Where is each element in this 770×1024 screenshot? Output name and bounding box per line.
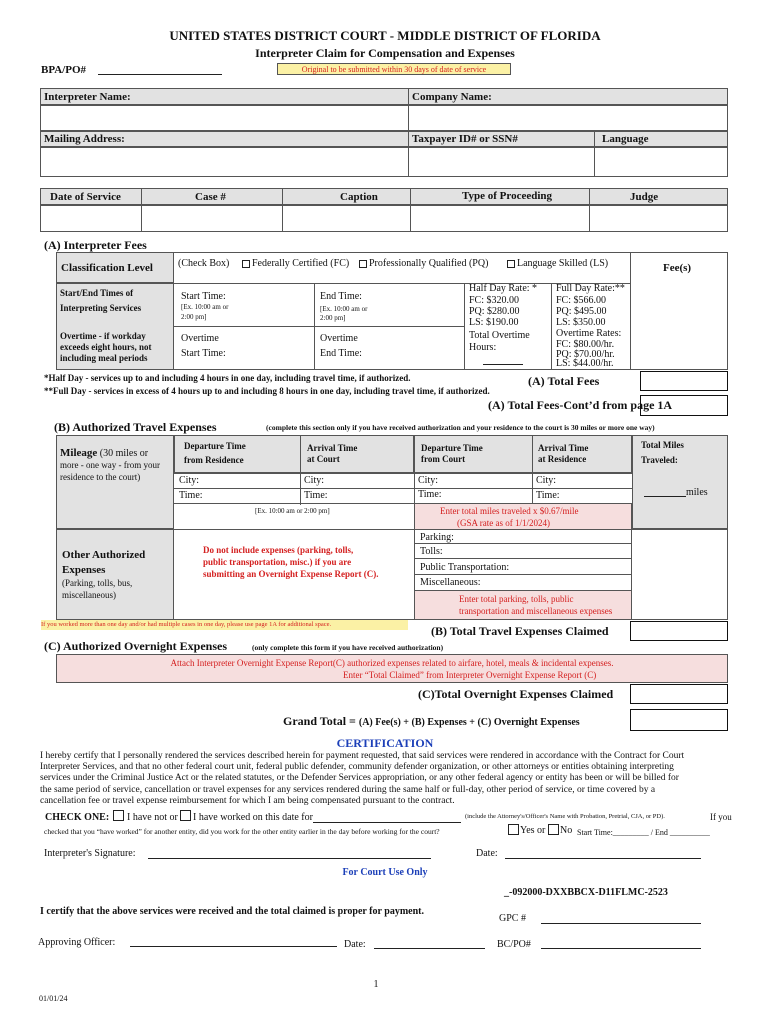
interpreter-name-label: Interpreter Name:: [44, 91, 131, 103]
half-day-note: *Half Day - services up to and including 4 hours in one day, including travel time, if authorized.: [44, 373, 411, 383]
travel-time-example: [Ex. 10:00 am or 2:00 pm]: [255, 507, 330, 515]
approving-date-label: Date:: [344, 939, 366, 950]
end-time-label: End Time:: [320, 291, 362, 302]
total-travel-label: (B) Total Travel Expenses Claimed: [431, 624, 609, 638]
certification-heading: CERTIFICATION: [336, 736, 434, 750]
overnight-attach-text-2: Enter “Total Claimed” from Interpreter Overnight Expense Report (C): [343, 670, 597, 680]
proceeding-label: Type of Proceeding: [462, 190, 553, 202]
travel-heading: (B) Authorized Travel Expenses: [54, 420, 217, 434]
miles-unit: miles: [686, 487, 708, 498]
start-time-example-1: [Ex. 10:00 am or: [181, 303, 229, 311]
grand-total-field[interactable]: [630, 709, 728, 731]
dep-court-label-2: from Court: [421, 454, 466, 464]
taxpayer-label: Taxpayer ID# or SSN#: [412, 133, 518, 145]
total-overtime-label: Total Overtime: [469, 330, 530, 341]
time-dep-court[interactable]: Time:: [418, 489, 442, 500]
total-travel-field[interactable]: [630, 621, 728, 641]
yes-label: Yes or: [520, 825, 546, 836]
city-dep-res[interactable]: City:: [179, 475, 200, 486]
half-day-pq: PQ: $280.00: [469, 306, 520, 317]
tolls-label[interactable]: Tolls:: [420, 546, 443, 557]
arr-res-label-1: Arrival Time: [538, 443, 589, 453]
overnight-warning-2: public transportation, misc.) if you are: [203, 557, 352, 567]
overnight-heading: (C) Authorized Overnight Expenses: [44, 639, 227, 653]
arr-court-label-2: at Court: [307, 454, 340, 464]
signature-date-field[interactable]: [505, 846, 701, 859]
yes-checkbox[interactable]: [508, 824, 519, 835]
language-label: Language: [602, 133, 649, 145]
approving-officer-field[interactable]: [130, 934, 337, 947]
court-title: UNITED STATES DISTRICT COURT - MIDDLE DISTRICT OF FLORIDA: [169, 28, 601, 43]
form-title: Interpreter Claim for Compensation and Expenses: [255, 46, 515, 60]
fc-option[interactable]: Federally Certified (FC): [242, 258, 349, 270]
bc-po-field[interactable]: [541, 936, 701, 949]
full-day-fc: FC: $566.00: [556, 295, 607, 306]
full-day-ls: LS: $350.00: [556, 317, 606, 328]
half-day-ls: LS: $190.00: [469, 317, 519, 328]
total-fees-label: (A) Total Fees: [528, 374, 600, 388]
total-fees-cont-field[interactable]: [640, 395, 728, 416]
page-number: 1: [373, 979, 379, 990]
start-time-example-2: 2:00 pm]: [181, 313, 207, 321]
signature-label: Interpreter's Signature:: [44, 848, 136, 859]
time-dep-res[interactable]: Time:: [179, 490, 203, 501]
overnight-warning-1: Do not include expenses (parking, tolls,: [203, 545, 354, 555]
judge-field[interactable]: [590, 206, 727, 231]
certification-line-4: the same period of service, cancellation or travel expenses for any services rendered during the same half or full-day, other period of service, or time covered by a: [40, 785, 656, 795]
date-of-service-field[interactable]: [41, 206, 140, 231]
other-total-text-1: Enter total parking, tolls, public: [459, 594, 574, 604]
miscellaneous-label[interactable]: Miscellaneous:: [420, 577, 481, 588]
start-end-time-field[interactable]: Start Time:_________ / End __________: [577, 828, 710, 837]
gsa-rate-text: (GSA rate as of 1/1/2024): [457, 518, 550, 528]
certification-line-3: services under the Criminal Justice Act or the related statutes, or the Defender Services appropriation, or any other federal agency or entity has been or will be billed for: [40, 773, 679, 783]
dep-res-label-2: from Residence: [184, 455, 244, 465]
bpa-label: BPA/PO#: [41, 64, 87, 76]
city-arr-res[interactable]: City:: [536, 475, 557, 486]
overtime-start-label-2: Start Time:: [181, 348, 226, 359]
overnight-attach-text-1: Attach Interpreter Overnight Expense Report(C) authorized expenses related to airfare, hotel, meals & incidental expenses.: [170, 658, 614, 668]
mileage-rate-text: Enter total miles traveled x $0.67/mile: [440, 506, 579, 516]
signature-date-label: Date:: [476, 848, 498, 859]
certification-line-2: Interpreter Services, and that no other federal court unit, federal public defender, community defender organization, or other attorneys or entities obtaining interpreting: [40, 762, 674, 772]
certification-line-1: I hereby certify that I personally rendered the services described herein for payment requested, that said services were rendered in accordance with the Contract for Court: [40, 751, 685, 761]
overtime-label-3: including meal periods: [60, 353, 148, 363]
other-total-text-2: transportation and miscellaneous expenses: [459, 606, 613, 616]
not-worked-checkbox[interactable]: [113, 810, 124, 821]
full-day-pq: PQ: $495.00: [556, 306, 607, 317]
signature-field[interactable]: [148, 846, 431, 859]
mailing-address-label: Mailing Address:: [44, 133, 125, 145]
mailing-address-field[interactable]: [41, 148, 407, 176]
overtime-start-field[interactable]: [240, 329, 310, 367]
mileage-label: Mileage (30 miles or: [60, 447, 149, 459]
approving-date-field[interactable]: [374, 936, 485, 949]
other-expenses-label-4: miscellaneous): [62, 590, 116, 600]
other-expenses-label-1: Other Authorized: [62, 549, 146, 561]
other-expenses-label-3: (Parking, tolls, bus,: [62, 578, 133, 588]
fc-checkbox[interactable]: [242, 260, 250, 268]
service-header-bar: [40, 188, 728, 205]
overtime-rate-fc: FC: $80.00/hr.: [556, 339, 615, 350]
name-header-bar: [40, 88, 728, 105]
gpc-field[interactable]: [541, 911, 701, 924]
taxpayer-field[interactable]: [409, 148, 593, 176]
overtime-hours-field[interactable]: [483, 356, 523, 365]
bpa-field[interactable]: [98, 63, 222, 75]
checked-question: checked that you “have worked” for another entity, did you work for the other entity earlier in the day before working for the court?: [44, 827, 440, 836]
full-day-note: **Full Day - services in excess of 4 hours up to and including 8 hours in one day, including travel time, if authorized.: [44, 386, 490, 396]
overtime-rates-label: Overtime Rates:: [556, 328, 622, 339]
fees-heading: (A) Interpreter Fees: [44, 238, 147, 252]
overnight-total-label: (C)Total Overnight Expenses Claimed: [418, 687, 614, 701]
overtime-start-label-1: Overtime: [181, 333, 219, 344]
parking-label[interactable]: Parking:: [420, 532, 454, 543]
caption-field[interactable]: [283, 206, 409, 231]
gpc-label: GPC #: [499, 913, 526, 924]
total-miles-field[interactable]: [644, 487, 686, 497]
no-label: No: [560, 825, 573, 836]
overtime-label-1: Overtime - if workday: [60, 331, 146, 341]
court-use-heading: For Court Use Only: [342, 867, 428, 878]
revision-date: 01/01/24: [39, 994, 68, 1003]
overtime-end-label-1: Overtime: [320, 333, 358, 344]
certification-line-5: cancellation fee or travel expense reimbursement for which I am being compensated pursuant to the contract.: [40, 796, 455, 806]
bc-po-label: BC/PO#: [497, 939, 531, 950]
multi-day-notice: If you worked more than one day and/or had multiple cases in one day, please use page 1A for additional space.: [41, 620, 408, 630]
mileage-note-3: residence to the court): [60, 472, 141, 482]
start-time-field[interactable]: [240, 286, 310, 326]
worked-for-field[interactable]: [313, 812, 461, 823]
overtime-rate-ls: LS: $44.00/hr.: [556, 358, 614, 369]
pq-checkbox[interactable]: [359, 260, 367, 268]
full-day-rate: Full Day Rate:**: [556, 283, 625, 294]
no-checkbox[interactable]: [548, 824, 559, 835]
mileage-note-2: more - one way - from your: [60, 460, 160, 470]
case-field[interactable]: [142, 206, 281, 231]
total-miles-label-2: Traveled:: [641, 455, 678, 465]
other-expenses-label-2: Expenses: [62, 564, 106, 576]
check-one-label: CHECK ONE:: [45, 812, 110, 823]
company-name-label: Company Name:: [412, 91, 492, 103]
case-label: Case #: [195, 191, 226, 203]
total-fees-field[interactable]: [640, 371, 728, 391]
include-note: (include the Attorney's/Officer's Name with Probation, Pretrial, CJA, or PD).: [465, 813, 665, 820]
overnight-heading-note: (only complete this form if you have received authorization): [252, 643, 444, 652]
court-certify-text: I certify that the above services were received and the total claimed is proper for payment.: [40, 906, 424, 917]
worked-checkbox[interactable]: [180, 810, 191, 821]
public-transportation-label[interactable]: Public Transportation:: [420, 562, 510, 573]
city-arr-court[interactable]: City:: [304, 475, 325, 486]
language-field[interactable]: [595, 148, 727, 176]
dep-court-label-1: Departure Time: [421, 443, 483, 453]
approving-officer-label: Approving Officer:: [38, 937, 116, 948]
court-code: _-092000-DXXBBCX-D11FLMC-2523: [504, 887, 668, 898]
start-end-label-2: Interpreting Services: [60, 303, 142, 313]
total-fees-cont-label: (A) Total Fees-Cont’d from page 1A: [488, 398, 673, 412]
arr-court-label-1: Arrival Time: [307, 443, 358, 453]
fees-column-label: Fee(s): [663, 262, 692, 274]
if-you-text: If you: [710, 812, 732, 822]
overtime-rate-pq: PQ: $70.00/hr.: [556, 349, 615, 360]
time-arr-res[interactable]: Time:: [536, 490, 560, 501]
end-time-field[interactable]: [380, 286, 460, 326]
city-dep-court[interactable]: City:: [418, 475, 439, 486]
travel-heading-note: (complete this section only if you have received authorization and your residence to the court is 30 miles or more one way): [266, 423, 655, 432]
interpreter-name-field[interactable]: [41, 106, 407, 130]
end-time-example-2: 2:00 pm]: [320, 314, 346, 322]
time-arr-court[interactable]: Time:: [304, 490, 328, 501]
check-box-label: (Check Box): [178, 258, 230, 269]
pq-option[interactable]: Professionally Qualified (PQ): [359, 258, 488, 270]
ls-option[interactable]: Language Skilled (LS): [507, 258, 608, 270]
overtime-label-2: exceeds eight hours, not: [60, 342, 152, 352]
company-name-field[interactable]: [409, 106, 727, 130]
grand-total-label: Grand Total = (A) Fee(s) + (B) Expenses + (C) Overnight Expenses: [283, 714, 580, 728]
end-time-example-1: [Ex. 10:00 am or: [320, 305, 368, 313]
other-amount-field[interactable]: [632, 591, 727, 619]
mileage-amount-field[interactable]: [632, 504, 727, 529]
hours-label: Hours:: [469, 342, 497, 353]
overnight-warning-3: submitting an Overnight Expense Report (C).: [203, 569, 379, 579]
start-end-label-1: Start/End Times of: [60, 288, 134, 298]
half-day-rate: Half Day Rate: *: [469, 283, 538, 294]
dep-res-label-1: Departure Time: [184, 441, 246, 451]
classification-label: Classification Level: [61, 262, 153, 274]
submission-notice: Original to be submitted within 30 days of date of service: [277, 63, 511, 75]
caption-label: Caption: [340, 191, 378, 203]
fees-amount-field[interactable]: [631, 284, 727, 369]
overnight-total-field[interactable]: [630, 684, 728, 704]
total-miles-label-1: Total Miles: [641, 440, 684, 450]
proceeding-field[interactable]: [411, 206, 588, 231]
overtime-end-field[interactable]: [380, 329, 460, 367]
ls-checkbox[interactable]: [507, 260, 515, 268]
half-day-fc: FC: $320.00: [469, 295, 520, 306]
judge-label: Judge: [630, 191, 659, 203]
start-time-label: Start Time:: [181, 291, 226, 302]
not-worked-label: I have not or: [127, 812, 178, 823]
date-of-service-label: Date of Service: [50, 191, 121, 203]
worked-label: I have worked on this date for: [193, 812, 313, 823]
arr-res-label-2: at Residence: [538, 454, 587, 464]
overtime-end-label-2: End Time:: [320, 348, 362, 359]
